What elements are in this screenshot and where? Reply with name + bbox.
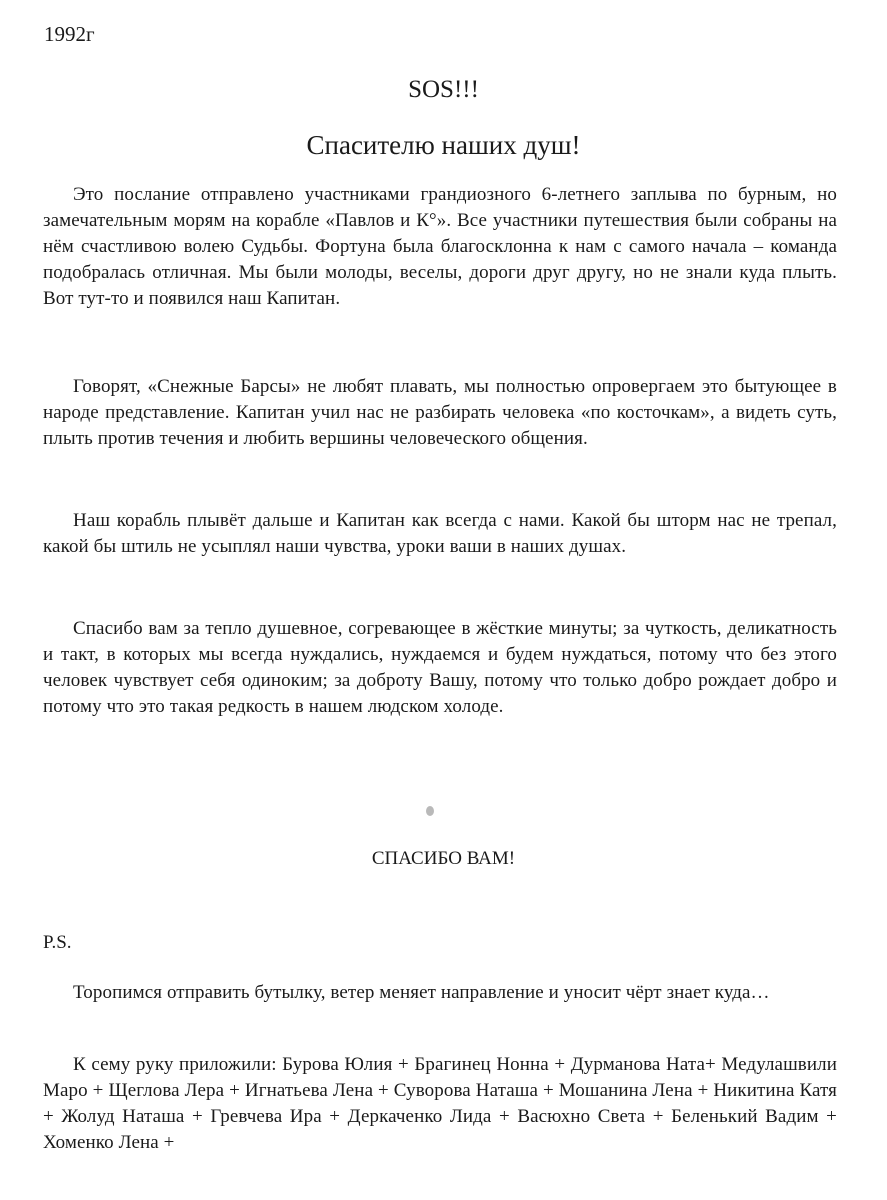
document-title: SOS!!! <box>408 76 479 103</box>
postscript-label: P.S. <box>43 932 72 953</box>
thanks-heading: СПАСИБО ВАМ! <box>371 848 516 869</box>
document-year: 1992г <box>44 22 95 46</box>
ink-smudge <box>426 806 434 816</box>
paragraph-2: Говорят, «Снежные Барсы» не любят плавать, мы полностью опровергаем это бытующее в народе представление. Капитан учил нас не разбирать человека «по косточкам», а видеть суть, плыть против течения и любить вершины человеческого общения. <box>43 376 837 449</box>
paragraph-1: Это послание отправлено участниками грандиозного 6-летнего заплыва по бурным, но замечательным морям на корабле «Павлов и К°». Все участники путешествия были собраны на нём счастливою волею Судьбы. Фортуна была благосклонна к нам с самого начала – команда подобралась отличная. Мы были молоды, веселы, дороги друг другу, но не знали куда плыть. Вот тут-то и появился наш Капитан. <box>43 184 837 309</box>
paragraph-4: Спасибо вам за тепло душевное, согревающее в жёсткие минуты; за чуткость, деликатность и такт, в которых мы всегда нуждались, нуждаемся и будем нуждаться, потому что без этого человек чувствует себя одиноким; за доброту Вашу, потому что только добро рождает добро и потому что это такая редкость в нашем людском холоде. <box>43 618 837 717</box>
paragraph-3: Наш корабль плывёт дальше и Капитан как всегда с нами. Какой бы шторм нас не трепал, какой бы штиль не усыплял наши чувства, уроки ваши в наших душах. <box>43 510 837 557</box>
signatures-list: К сему руку приложили: Бурова Юлия + Брагинец Нонна + Дурманова Ната+ Медулашвили Маро + Щеглова Лера + Игнатьева Лена + Суворова Наташа + Мошанина Лена + Никитина Катя + Жолуд Наташа + Гревчева Ира + Деркаченко Лида + Васюхно Света + Беленький Вадим + Хоменко Лена + <box>43 1054 837 1153</box>
postscript-text: Торопимся отправить бутылку, ветер меняет направление и уносит чёрт знает куда… <box>73 982 770 1003</box>
document-subtitle: Спасителю наших душ! <box>306 130 581 160</box>
